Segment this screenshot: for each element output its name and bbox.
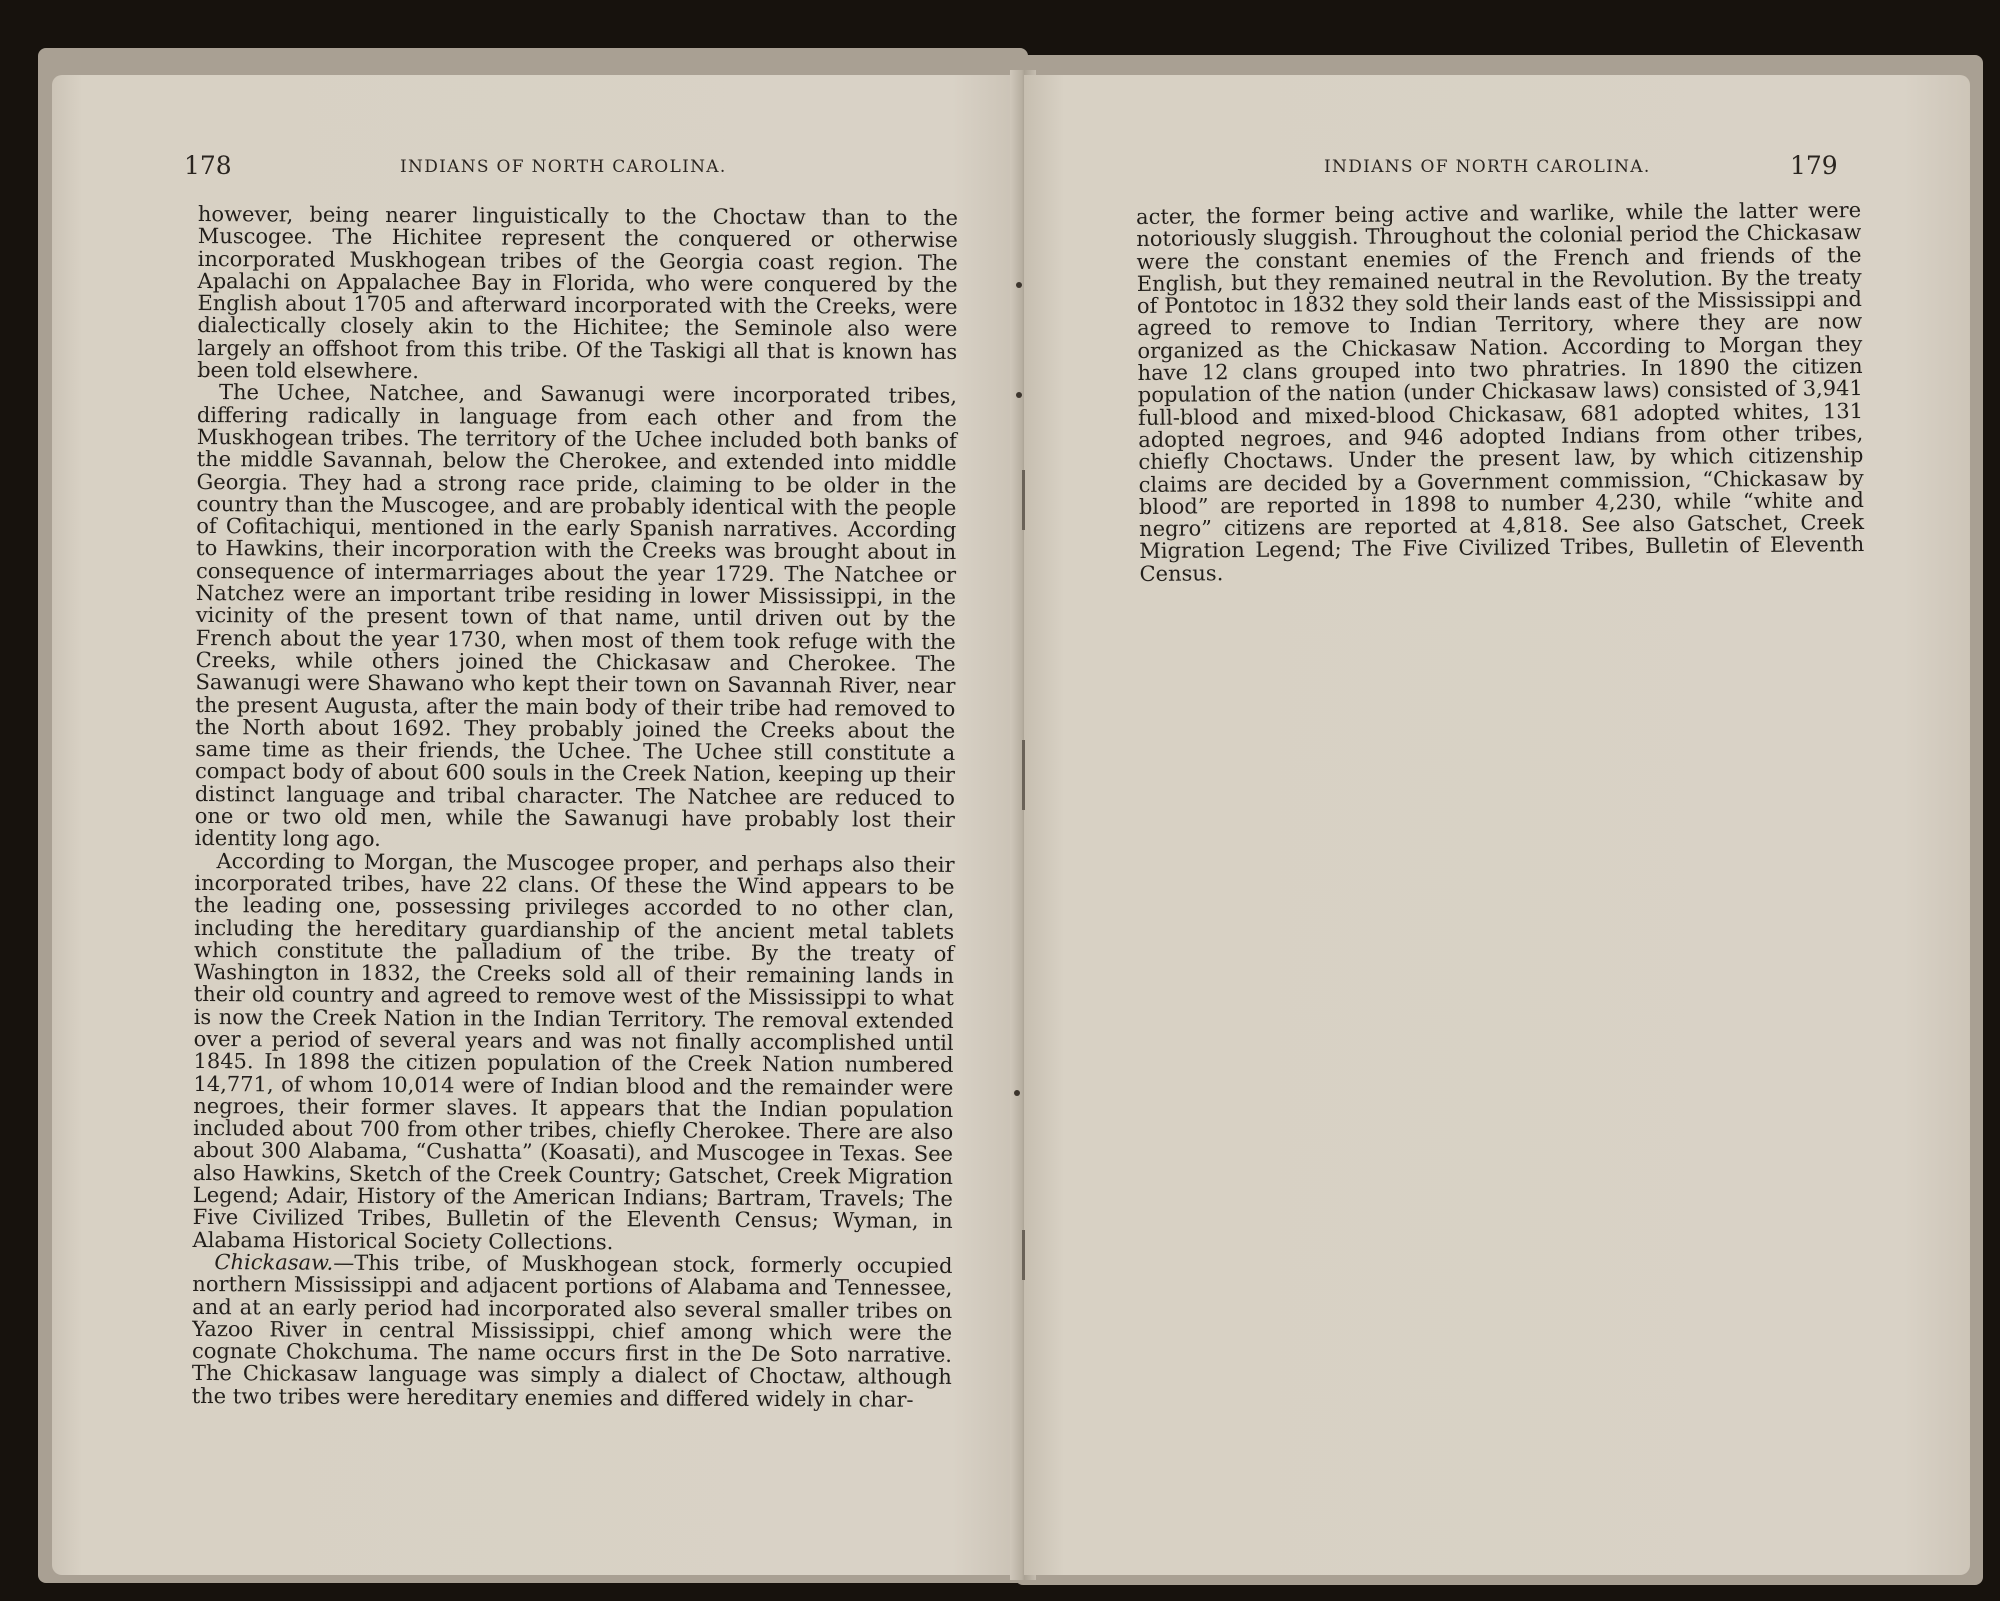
page-number: 178 — [184, 151, 232, 180]
binding-thread — [1022, 470, 1025, 530]
page-number: 179 — [1790, 151, 1838, 180]
binding-hole — [1016, 392, 1022, 398]
section-text: —This tribe, of Muskhogean stock, formerly occupied northern Mississippi and adjacent portions of Alabama and Tennessee, and at an early period had incorporated also several smaller tribes on Yazoo River in central Mississippi, chief among which were the cognate Chokchuma. The name occurs first in the De Soto narrative. The Chickasaw language was simply a dialect of Choctaw, although the two tribes were hereditary enemies and differed widely in char- — [191, 1250, 953, 1412]
paragraph: however, being nearer linguistically to the Choctaw than to the Muscogee. The Hichitee represent the conquered or otherwise incorporated Muskhogean tribes of the Georgia coast region. The Apalachi on Appalachee Bay in Florida, who were conquered by the English about 1705 and afterward incorporated with the Creeks, were dialectically closely akin to the Hichitee; the Seminole also were largely an offshoot from this tribe. Of the Taskigi all that is known has been told elsewhere. — [197, 202, 958, 384]
chickasaw-paragraph — [192, 1251, 953, 1411]
binding-thread — [1022, 740, 1025, 810]
paragraph: acter, the former being active and warlike, while the latter were notoriously sluggish. Throughout the colonial period the Chickasaw were the constant enemies of the French and friends of the English, but they remained neutral in the Revolution. By the treaty of Pontotoc in 1832 they sold their lands east of the Mississippi and agreed to remove to Indian Territory, where they are now organized as the Chickasaw Nation. According to Morgan they have 12 clans grouped into two phratries. In 1890 the citizen population of the nation (under Chickasaw laws) consisted of 3,941 full-blood and mixed-blood Chickasaw, 681 adopted whites, 131 adopted negroes, and 946 adopted Indians from other tribes, chiefly Choctaws. Under the present law, by which citizenship claims are decided by a Government commission, “Chickasaw by blood” are reported in 1898 to number 4,230, while “white and negro” citizens are reported at 4,818. See also Gatschet, Creek Migration Legend; The Five Civilized Tribes, Bulletin of Eleventh Census. — [1135, 198, 1865, 586]
binding-holes — [1004, 0, 1044, 1601]
text-column — [192, 203, 958, 1411]
right-page — [1024, 75, 1970, 1575]
binding-hole — [1016, 282, 1022, 288]
running-head: INDIANS OF NORTH CAROLINA. — [1324, 157, 1651, 177]
text-column — [1136, 199, 1865, 585]
binding-hole — [1014, 1090, 1020, 1096]
left-page — [52, 75, 1022, 1575]
paragraph: According to Morgan, the Muscogee proper, and perhaps also their incorporated tribes, have 22 clans. Of these the Wind appears to be the leading one, possessing privileges accorded to no other clan, including the hereditary guardianship of the ancient metal tablets which constitute the palladium of the tribe. By the treaty of Washington in 1832, the Creeks sold all of their remaining lands in their old country and agreed to remove west of the Mississippi to what is now the Creek Nation in the Indian Territory. The removal extended over a period of several years and was not finally accomplished until 1845. In 1898 the citizen population of the Creek Nation numbered 14,771, of whom 10,014 were of Indian blood and the remainder were negroes, their former slaves. It appears that the Indian population included about 700 from other tribes, chiefly Cherokee. There are also about 300 Alabama, “Cushatta” (Koasati), and Muscogee in Texas. See also Hawkins, Sketch of the Creek Country; Gatschet, Creek Migration Legend; Adair, History of the American Indians; Bartram, Travels; The Five Civilized Tribes, Bulletin of the Eleventh Census; Wyman, in Alabama Historical Society Collections. — [192, 848, 955, 1254]
section-heading: Chickasaw. — [214, 1250, 334, 1275]
paragraph: The Uchee, Natchee, and Sawanugi were incorporated tribes, differing radically in language from each other and from the Muskhogean tribes. The territory of the Uchee included both banks of the middle Savannah, below the Cherokee, and extended into middle Georgia. They had a strong race pride, claiming to be older in the country than the Muscogee, and are probably identical with the people of Cofitachiqui, mentioned in the early Spanish narratives. According to Hawkins, their incorporation with the Creeks was brought about in consequence of intermarriages about the year 1729. The Natchee or Natchez were an important tribe residing in lower Mississippi, in the vicinity of the present town of that name, until driven out by the French about the year 1730, when most of them took refuge with the Creeks, while others joined the Chickasaw and Cherokee. The Sawanugi were Shawano who kept their town on Savannah River, near the present Augusta, after the main body of their tribe had removed to the North about 1692. They probably joined the Creeks about the same time as their friends, the Uchee. The Uchee still constitute a compact body of about 600 souls in the Creek Nation, keeping up their distinct language and tribal character. The Natchee are reduced to one or two old men, while the Sawanugi have probably lost their identity long ago. — [194, 380, 958, 852]
running-head: INDIANS OF NORTH CAROLINA. — [400, 157, 727, 177]
binding-thread — [1022, 1230, 1025, 1280]
